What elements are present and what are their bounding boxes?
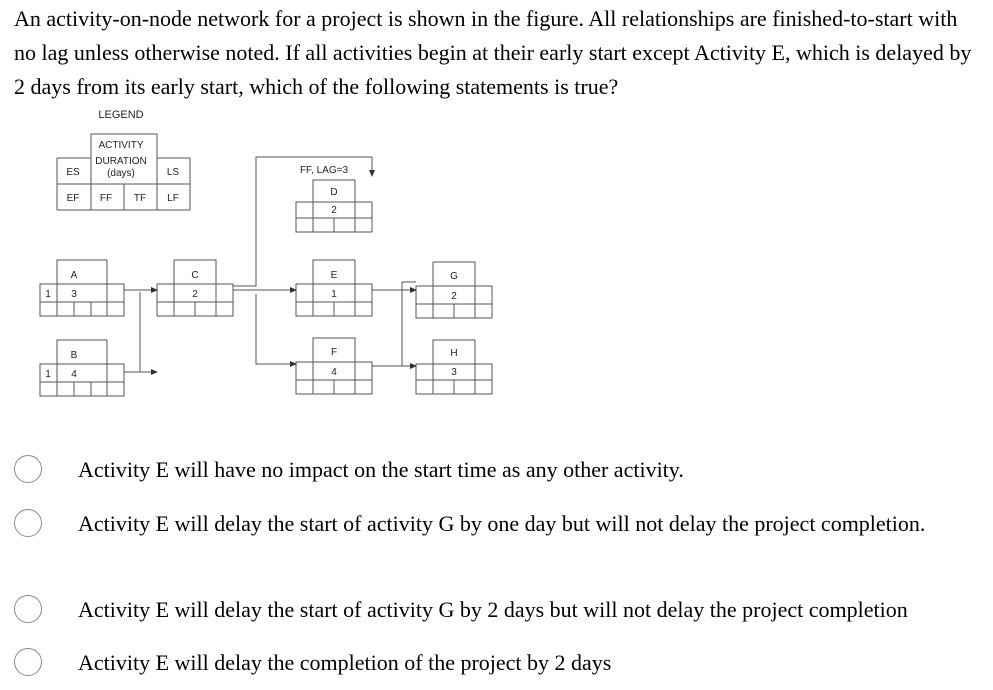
node-b <box>40 340 124 396</box>
answer-option-3[interactable] <box>14 593 989 626</box>
legend-lf-label: LF <box>167 193 179 204</box>
radio-button-option-1[interactable] <box>14 455 42 483</box>
node-a-name: A <box>70 270 78 281</box>
node-d <box>296 180 372 232</box>
legend-title: LEGEND <box>98 109 144 121</box>
answer-option-1-text: Activity E will have no impact on the start time as any other activity. <box>78 457 684 482</box>
node-e-name: E <box>330 270 338 281</box>
node-g-duration: 2 <box>451 291 457 302</box>
legend-es-label: ES <box>66 167 80 178</box>
node-a-duration: 3 <box>71 289 77 300</box>
answer-option-3-text: Activity E will delay the start of activity G by 2 days but will not delay the project completion <box>78 597 908 622</box>
node-h-duration: 3 <box>451 367 457 378</box>
node-e-duration: 1 <box>331 289 337 300</box>
node-f-name: F <box>330 347 338 358</box>
node-f <box>296 338 372 394</box>
node-b-name: B <box>70 350 78 361</box>
node-g <box>416 262 492 318</box>
node-b-duration: 4 <box>71 369 77 380</box>
legend-node <box>57 134 190 210</box>
legend-ef-label: EF <box>66 193 80 204</box>
node-h <box>416 340 492 394</box>
node-g-name: G <box>450 271 458 282</box>
node-c-duration: 2 <box>192 289 198 300</box>
relationship-note-ff-lag: FF, LAG=3 <box>299 165 349 176</box>
node-a <box>40 260 124 316</box>
node-f-duration: 4 <box>331 367 337 378</box>
radio-button-option-3[interactable] <box>14 595 42 623</box>
node-c-name: C <box>191 270 199 281</box>
legend-ls-label: LS <box>166 167 180 178</box>
answer-option-2-text: Activity E will delay the start of activity G by one day but will not delay the project completion. <box>78 511 926 536</box>
node-e <box>296 260 372 316</box>
legend-activity-label: ACTIVITY <box>98 140 144 151</box>
node-c <box>157 260 233 316</box>
legend-duration-label: DURATION <box>95 156 147 167</box>
answer-option-1[interactable] <box>14 453 989 486</box>
legend-tf-label: TF <box>133 193 147 204</box>
legend-duration-unit: (days) <box>107 168 135 179</box>
arrow-c-to-f <box>256 294 296 364</box>
legend-ff-label: FF <box>99 193 113 204</box>
answer-option-4[interactable] <box>14 646 989 679</box>
radio-button-option-4[interactable] <box>14 648 42 676</box>
node-a-es: 1 <box>45 289 51 300</box>
link-f-to-g <box>402 282 416 366</box>
node-d-name: D <box>330 187 338 198</box>
node-b-es: 1 <box>45 369 51 380</box>
node-d-duration: 2 <box>331 205 337 216</box>
radio-button-option-2[interactable] <box>14 509 42 537</box>
answer-option-4-text: Activity E will delay the completion of the project by 2 days <box>78 650 612 675</box>
question-text: An activity-on-node network for a project is shown in the figure. All relationships are finished-to-start with no lag unless otherwise noted. If all activities begin at their early start except Activity E, which is delayed by 2 days from its early start, which of the following statements is true? <box>14 6 972 99</box>
answer-option-2[interactable] <box>14 507 989 540</box>
node-h-name: H <box>450 348 458 359</box>
arrow-c-to-d <box>233 157 372 286</box>
